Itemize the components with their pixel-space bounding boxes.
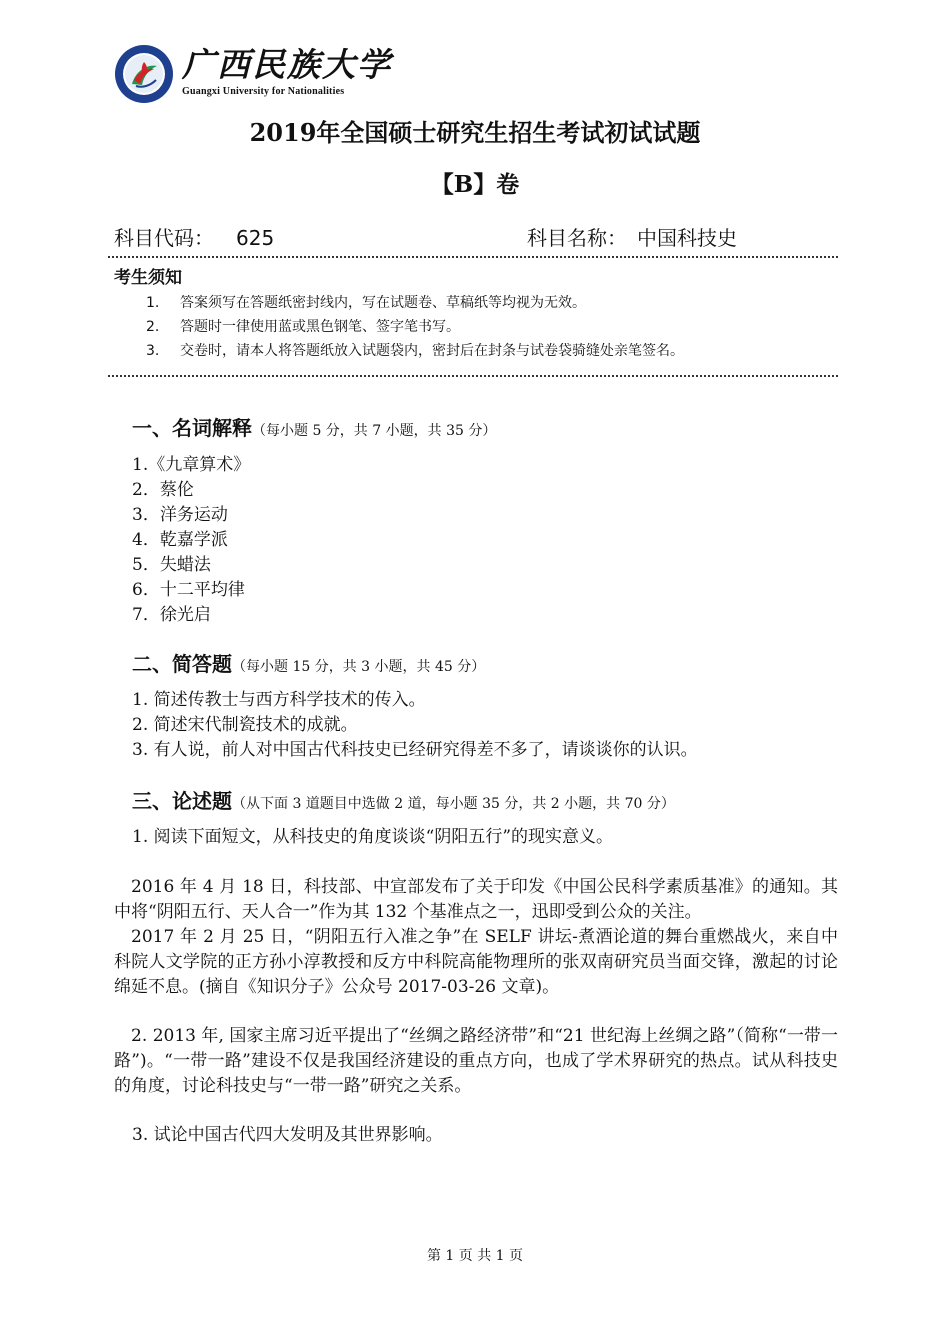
section-2-title: 二、简答题 [132, 652, 232, 676]
section-3-title: 三、论述题 [132, 789, 232, 813]
notice-item-text: 交卷时，请本人将答题纸放入试题袋内，密封后在封条与试卷袋骑缝处亲笔签名。 [180, 343, 684, 359]
notice-item-text: 答题时一律使用蓝或黑色钢笔、签字笔书写。 [180, 319, 460, 335]
list-item: 3. 有人说，前人对中国古代科技史已经研究得差不多了，请谈谈你的认识。 [132, 740, 698, 760]
notice-item-number: 2. [146, 319, 160, 335]
list-item: 1.《九章算术》 [132, 455, 251, 475]
notice-item-number: 3. [146, 343, 160, 359]
section-3-question-1 [132, 825, 832, 850]
list-item: 5．失蜡法 [132, 555, 211, 575]
exam-title: 2019年全国硕士研究生招生考试初试试题 [249, 118, 701, 147]
section-1-list [132, 453, 832, 628]
list-item: 1. 简述传教士与西方科学技术的传入。 [132, 690, 426, 710]
divider-top [108, 256, 838, 258]
section-3-note: （从下面 3 道题目中选做 2 道，每小题 35 分，共 2 小题，共 70 分） [232, 796, 675, 812]
subject-row [114, 224, 838, 254]
notice-list [146, 291, 836, 363]
passage-paragraph-1: 2016 年 4 月 18 日，科技部、中宣部发布了关于印发《中国公民科学素质基准》的通知。其中将“阴阳五行、天人合一”作为其 132 个基准点之一，迅即受到公众的关注。 [114, 877, 838, 922]
divider-bottom [108, 375, 838, 377]
subject-name-value: 中国科技史 [637, 226, 737, 250]
list-item: 2. 简述宋代制瓷技术的成就。 [132, 715, 358, 735]
section-1-note: （每小题 5 分，共 7 小题，共 35 分） [252, 423, 497, 439]
list-item: 7．徐光启 [132, 605, 211, 625]
section-3-heading [132, 787, 675, 818]
notice-item [146, 315, 836, 339]
subject-code-value: 625 [236, 226, 275, 250]
section-3-question-2: 2. 2013 年, 国家主席习近平提出了“丝绸之路经济带”和“21 世纪海上丝绸之路”（简称“一带一路”)。“一带一路”建设不仅是我国经济建设的重点方向，也成了学术界研究的热点。试从科技史的角度，讨论科技史与“一带一路”研究之关系。 [114, 1026, 838, 1096]
notice-item [146, 291, 836, 315]
notice-item [146, 339, 836, 363]
section-1-title: 一、名词解释 [132, 416, 252, 440]
section-3-question-3 [132, 1123, 832, 1148]
list-item: 6．十二平均律 [132, 580, 245, 600]
subject-name-label: 科目名称： [527, 226, 627, 250]
section-2-list [132, 688, 832, 763]
list-item: 3．洋务运动 [132, 505, 228, 525]
list-item: 4．乾嘉学派 [132, 530, 228, 550]
notice-item-number: 1. [146, 295, 160, 311]
page-number: 第 1 页 共 1 页 [426, 1248, 524, 1264]
passage-paragraph-2: 2017 年 2 月 25 日，“阴阳五行入准之争”在 SELF 讲坛-煮酒论道的舞台重燃战火，来自中科院人文学院的正方孙小淳教授和反方中科院高能物理所的张双南研究员当面交锋，激起的讨论绵延不息。(摘自《知识分子》公众号 2017-03-26 文章)。 [114, 927, 838, 997]
section-2-note: （每小题 15 分，共 3 小题，共 45 分） [232, 659, 486, 675]
list-item: 2．蔡伦 [132, 480, 194, 500]
university-name-cn: 广西民族大学 [182, 45, 392, 84]
notice-title: 考生须知 [114, 268, 182, 288]
question-text: 3. 试论中国古代四大发明及其世界影响。 [132, 1125, 443, 1145]
section-1-heading [132, 414, 496, 445]
notice-item-text: 答案须写在答题纸密封线内，写在试题卷、草稿纸等均视为无效。 [180, 295, 586, 311]
university-logo-icon [114, 44, 174, 104]
question-text: 1. 阅读下面短文，从科技史的角度谈谈“阴阳五行”的现实意义。 [132, 827, 614, 847]
paper-version: 【B】卷 [430, 171, 520, 198]
section-2-heading [132, 650, 485, 681]
subject-code-label: 科目代码： [114, 226, 214, 250]
university-name-en: Guangxi University for Nationalities [182, 86, 345, 97]
